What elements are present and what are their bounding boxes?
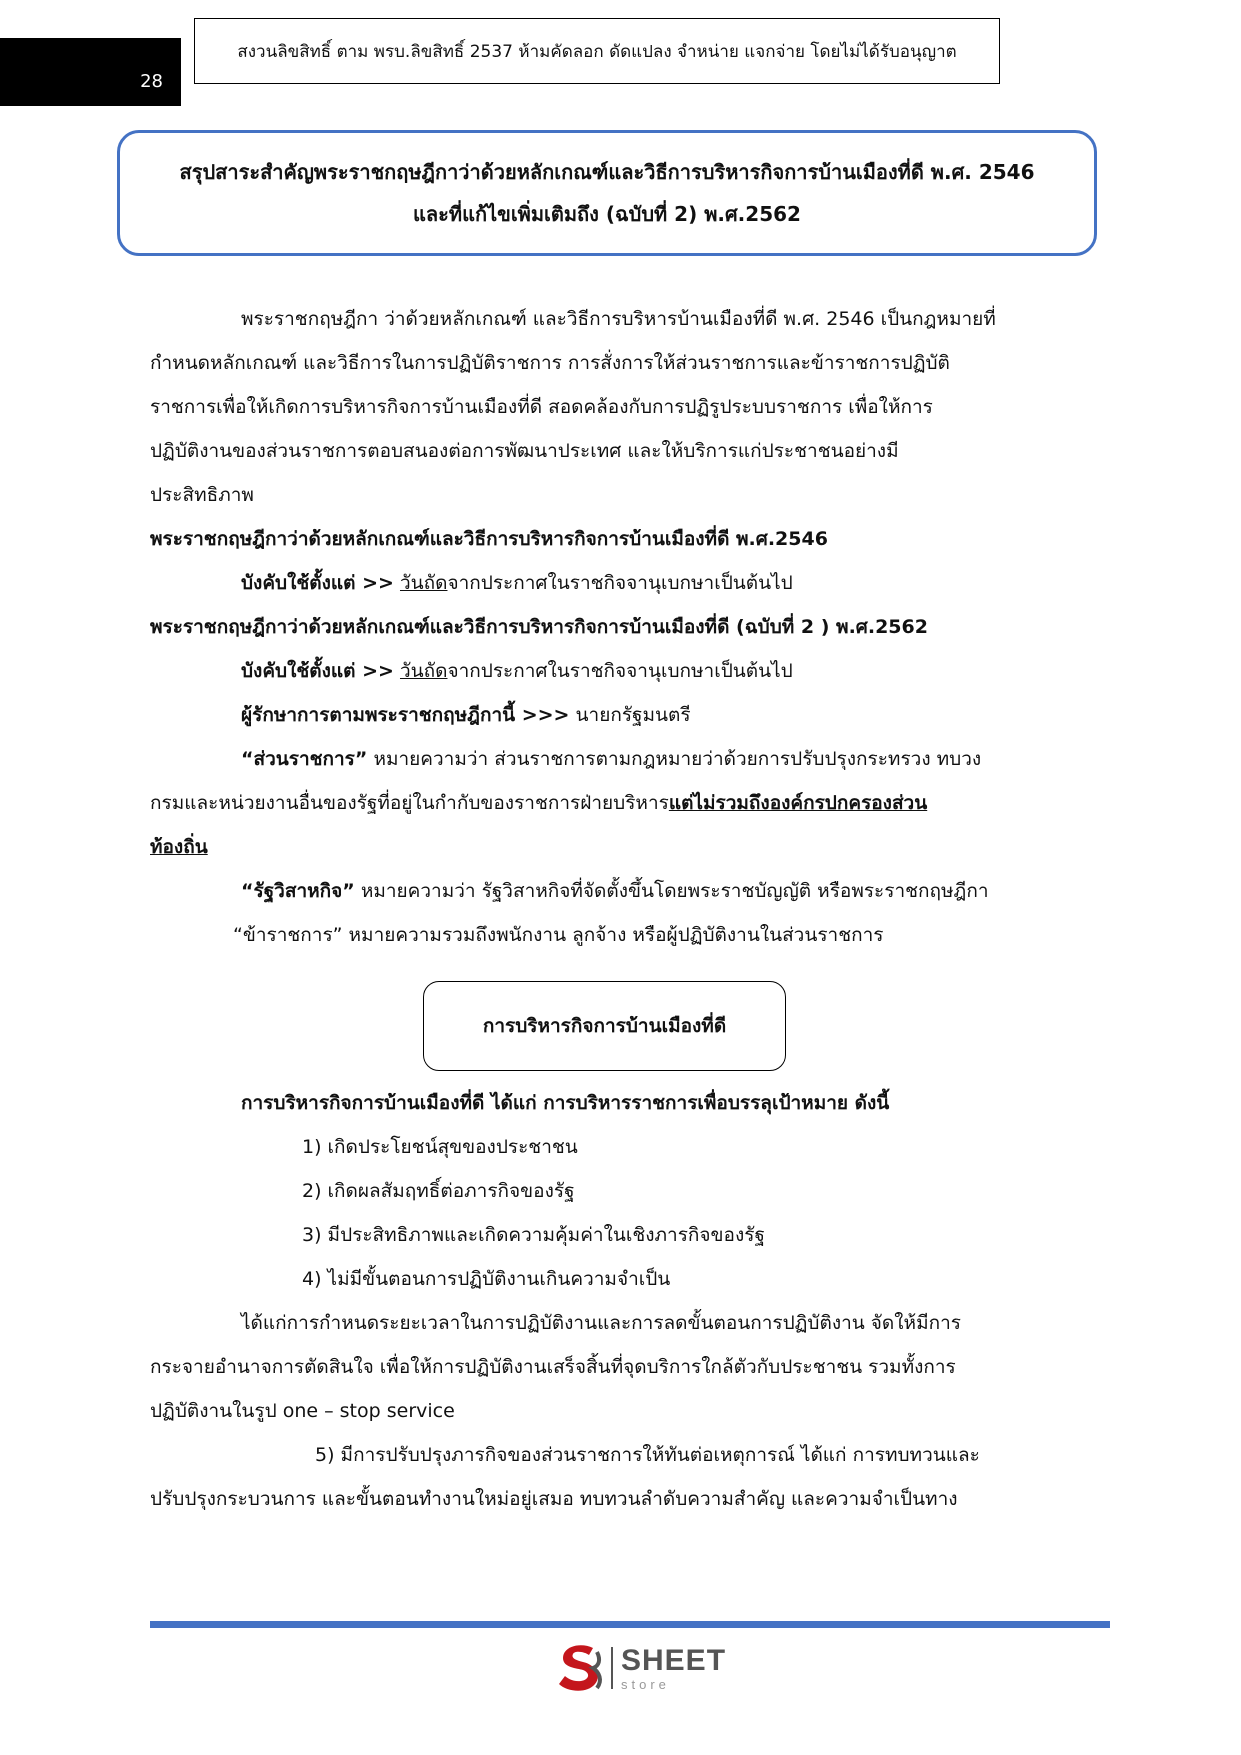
soe-def: หมายความว่า รัฐวิสาหกิจที่จัดตั้งขึ้นโดยพระราชบัญญัติ หรือพระราชกฤษฎีกา <box>360 880 989 902</box>
footer-divider <box>150 1621 1110 1628</box>
explanation-line: ปฏิบัติงานในรูป one – stop service <box>150 1400 455 1422</box>
term-soe: “รัฐวิสาหกิจ” <box>241 880 355 902</box>
intro-line: ราชการเพื่อให้เกิดการบริหารกิจการบ้านเมืองที่ดี สอดคล้องกับการปฏิรูประบบราชการ เพื่อให้การ <box>150 396 933 418</box>
effective-rest: จากประกาศในราชกิจจานุเบกษาเป็นต้นไป <box>447 572 793 594</box>
logo-separator <box>611 1647 613 1689</box>
explanation-line: ได้แก่การกำหนดระยะเวลาในการปฏิบัติงานและการลดขั้นตอนการปฏิบัติงาน จัดให้มีการ <box>241 1312 961 1334</box>
definition-agency <box>241 744 981 774</box>
definition-soe <box>241 876 989 906</box>
goal-item: 4) ไม่มีขั้นตอนการปฏิบัติงานเกินความจำเป็น <box>302 1268 671 1290</box>
page-number: 28 <box>0 38 181 106</box>
sheet-store-logo <box>553 1640 726 1696</box>
definition-agency-cont <box>150 788 927 818</box>
goal-item: 1) เกิดประโยชน์สุขของประชาชน <box>302 1136 578 1158</box>
explanation-line: กระจายอำนาจการตัดสินใจ เพื่อให้การปฏิบัติงานเสร็จสิ้นที่จุดบริการใกล้ตัวกับประชาชน รวมทั้งการ <box>150 1356 956 1378</box>
sheet-logo-icon <box>553 1640 605 1696</box>
decree1-effective <box>241 568 793 598</box>
copyright-header: สงวนลิขสิทธิ์ ตาม พรบ.ลิขสิทธิ์ 2537 ห้ามคัดลอก ดัดแปลง จำหน่าย แจกจ่าย โดยไม่ได้รับอนุญาต <box>194 18 1000 84</box>
decree2-effective <box>241 656 793 686</box>
agency-def-line1: หมายความว่า ส่วนราชการตามกฎหมายว่าด้วยการปรับปรุงกระทรวง ทบวง <box>373 748 982 770</box>
section-title-box <box>423 981 786 1071</box>
effective-rest: จากประกาศในราชกิจจานุเบกษาเป็นต้นไป <box>447 660 793 682</box>
title-line-2: และที่แก้ไขเพิ่มเติมถึง (ฉบับที่ 2) พ.ศ.2562 <box>413 202 801 226</box>
goal5-line: ปรับปรุงกระบวนการ และขั้นตอนทำงานใหม่อยู่เสมอ ทบทวนลำดับความสำคัญ และความจำเป็นทาง <box>150 1488 958 1510</box>
goals-heading: การบริหารกิจการบ้านเมืองที่ดี ได้แก่ การบริหารราชการเพื่อบรรลุเป้าหมาย ดังนี้ <box>241 1092 890 1114</box>
document-title-box <box>117 130 1097 256</box>
effective-day: วันถัด <box>399 572 448 594</box>
effective-label: บังคับใช้ตั้งแต่ >> <box>241 572 394 594</box>
section-title: การบริหารกิจการบ้านเมืองที่ดี <box>482 1015 727 1037</box>
title-line-1: สรุปสาระสำคัญพระราชกฤษฎีกาว่าด้วยหลักเกณฑ์และวิธีการบริหารกิจการบ้านเมืองที่ดี พ.ศ. 2546 <box>179 160 1035 184</box>
goal5-line: 5) มีการปรับปรุงภารกิจของส่วนราชการให้ทันต่อเหตุการณ์ ได้แก่ การทบทวนและ <box>315 1444 980 1466</box>
decree2-custodian <box>241 700 691 730</box>
effective-day: วันถัด <box>399 660 448 682</box>
decree2-title: พระราชกฤษฎีกาว่าด้วยหลักเกณฑ์และวิธีการบริหารกิจการบ้านเมืองที่ดี (ฉบับที่ 2 ) พ.ศ.2562 <box>150 616 928 638</box>
agency-exclusion: แต่ไม่รวมถึงองค์กรปกครองส่วน <box>668 792 928 814</box>
intro-line: ปฏิบัติงานของส่วนราชการตอบสนองต่อการพัฒนาประเทศ และให้บริการแก่ประชาชนอย่างมี <box>150 440 899 462</box>
logo-sub: store <box>621 1676 670 1692</box>
intro-line: กำหนดหลักเกณฑ์ และวิธีการในการปฏิบัติราชการ การสั่งการให้ส่วนราชการและข้าราชการปฏิบัติ <box>150 352 950 374</box>
decree1-title: พระราชกฤษฎีกาว่าด้วยหลักเกณฑ์และวิธีการบริหารกิจการบ้านเมืองที่ดี พ.ศ.2546 <box>150 528 828 550</box>
logo-brand: SHEET <box>621 1643 727 1677</box>
goal-item: 3) มีประสิทธิภาพและเกิดความคุ้มค่าในเชิงภารกิจของรัฐ <box>302 1224 765 1246</box>
agency-def-line2: กรมและหน่วยงานอื่นของรัฐที่อยู่ในกำกับของราชการฝ่ายบริหาร <box>150 792 669 814</box>
agency-exclusion-cont: ท้องถิ่น <box>150 836 208 858</box>
term-agency: “ส่วนราชการ” <box>241 748 368 770</box>
intro-line: พระราชกฤษฎีกา ว่าด้วยหลักเกณฑ์ และวิธีการบริหารบ้านเมืองที่ดี พ.ศ. 2546 เป็นกฎหมายที่ <box>241 308 996 330</box>
definition-official: “ข้าราชการ” หมายความรวมถึงพนักงาน ลูกจ้าง หรือผู้ปฏิบัติงานในส่วนราชการ <box>233 924 884 946</box>
custodian-value: นายกรัฐมนตรี <box>575 704 691 726</box>
logo-wordmark <box>621 1643 727 1692</box>
custodian-label: ผู้รักษาการตามพระราชกฤษฎีกานี้ >>> <box>241 704 570 726</box>
intro-line: ประสิทธิภาพ <box>150 484 254 506</box>
goal-item: 2) เกิดผลสัมฤทธิ์ต่อภารกิจของรัฐ <box>302 1180 575 1202</box>
effective-label: บังคับใช้ตั้งแต่ >> <box>241 660 394 682</box>
